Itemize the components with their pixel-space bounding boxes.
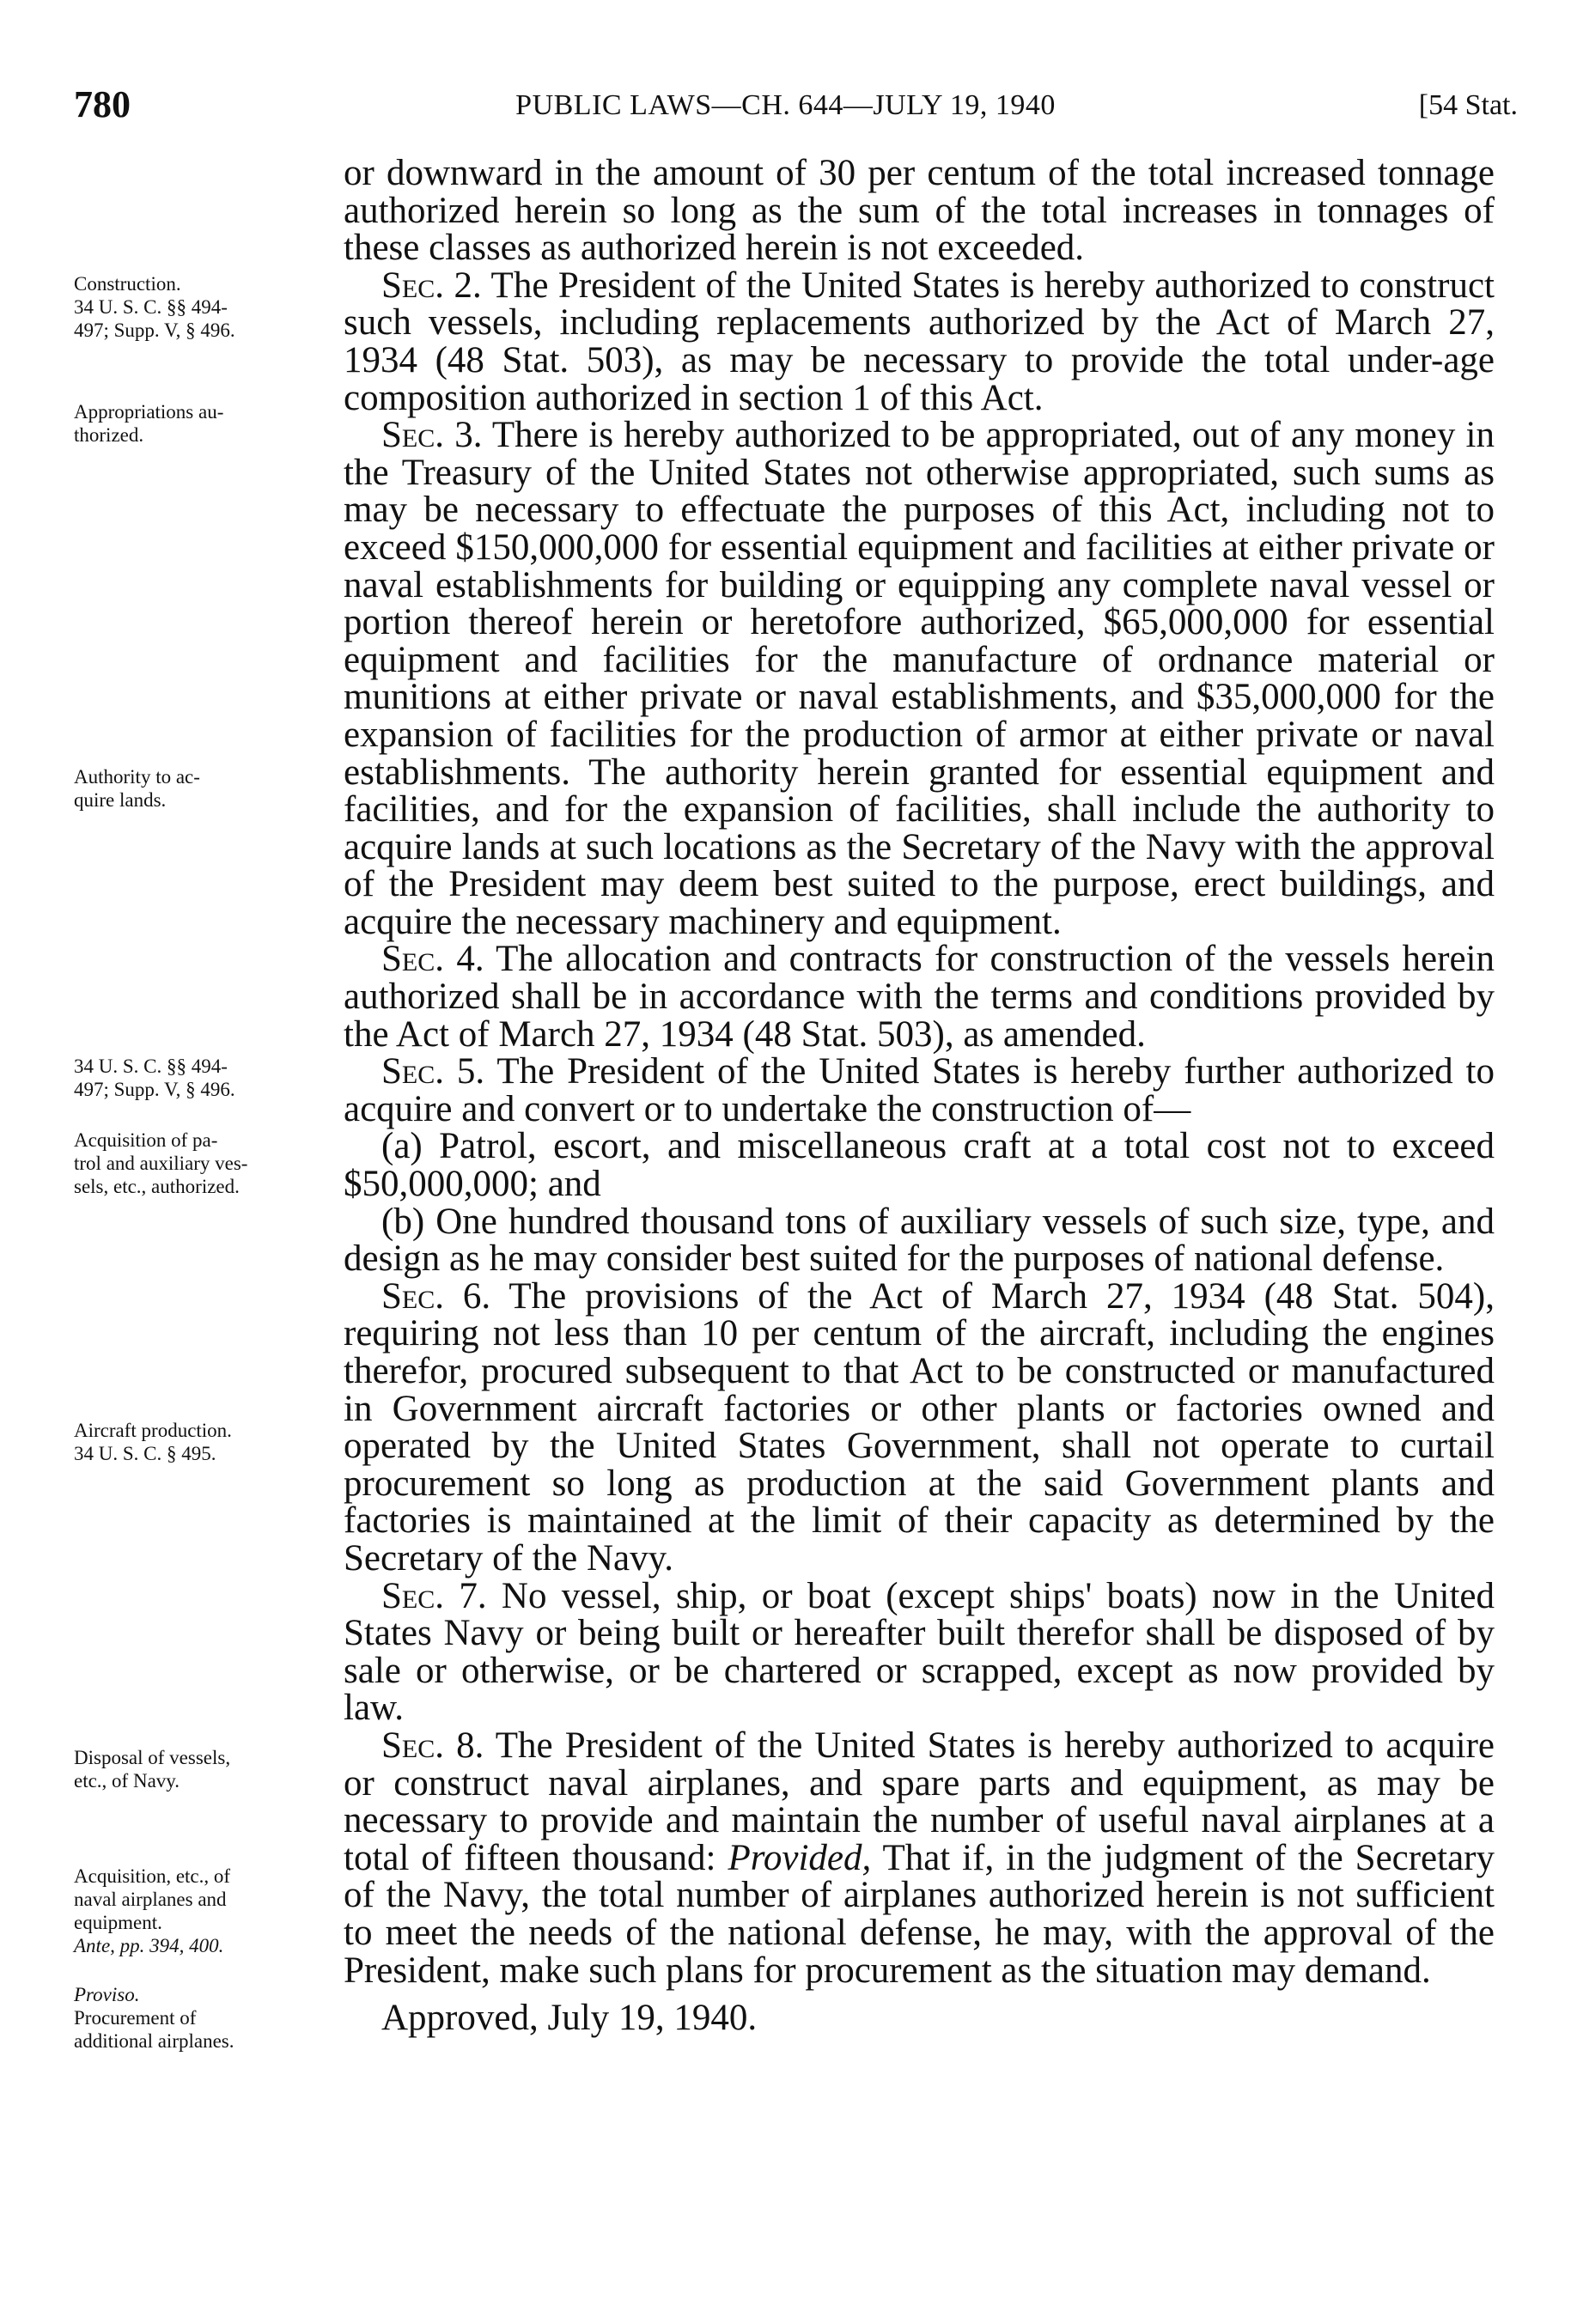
- running-title: PUBLIC LAWS—CH. 644—JULY 19, 1940: [515, 89, 1056, 121]
- section-7: Sec. 7. No vessel, ship, or boat (except ships' boats) now in the United States Navy or being built or hereafter built therefor shall be disposed of by sale or otherwise, or be chartered or scrapped, except as now provided by law.: [344, 1575, 1495, 1729]
- section-2: Sec. 2. The President of the United States is hereby authorized to construct such vessels, including replacements authorized by the Act of March 27, 1934 (48 Stat. 503), as may be necessary to provide the total under-age composition authorized in section 1 of this Act.: [344, 265, 1495, 418]
- section-8: Sec. 8. The President of the United States is hereby authorized to acquire or construct naval airplanes, and spare parts and equipment, as may be necessary to provide and maintain the number of useful naval airplanes at a total of fifteen thousand: Provided, That if, in the judgment of the Secretary of the Navy, the total number of airplanes authorized herein is not sufficient to meet the needs of the national defense, he may, with the approval of the President, make such plans for procurement as the situation may demand.: [344, 1725, 1495, 1991]
- section-6-label: Sec. 6.: [381, 1275, 491, 1317]
- continuation-paragraph: or downward in the amount of 30 per centum of the total increased tonnage authorized herein so long as the sum of the total increases in tonnages of these classes as authorized herein is not exceeded.: [344, 153, 1495, 269]
- margin-note-appropriations: Appropriations au- thorized.: [74, 401, 224, 446]
- section-3: Sec. 3. There is hereby authorized to be appropriated, out of any money in the Treasury of the United States not otherwise appropriated, such sums as may be necessary to effectuate the purposes of this Act, including not to exceed $150,000,000 for essential equipment and facilities at either private or naval establishments for building or equipping any complete naval vessel or portion thereof herein or heretofore authorized, $65,000,000 for essential equipment and facilities for the manufacture of ordnance material or munitions at either private or naval establishments, and $35,000,000 for the expansion of facilities for the production of armor at either private or naval establishments. The authority herein granted for essential equipment and facilities, and for the expansion of facilities, shall include the authority to acquire lands at such locations as the Secretary of the Navy with the approval of the President may deem best suited to the purpose, erect buildings, and acquire the necessary machinery and equipment.: [344, 415, 1495, 942]
- section-3-label: Sec. 3.: [381, 415, 483, 456]
- section-4-label: Sec. 4.: [381, 939, 484, 980]
- section-5: Sec. 5. The President of the United States is hereby further authorized to acquire and convert or to undertake the construction of—: [344, 1051, 1495, 1129]
- section-5-item-a: (a) Patrol, escort, and miscellaneous craft at a total cost not to exceed $50,000,000; and: [344, 1126, 1495, 1205]
- page-number: 780: [74, 83, 131, 125]
- margin-note-usc-reference: 34 U. S. C. §§ 494- 497; Supp. V, § 496.: [74, 1056, 235, 1100]
- section-2-label: Sec. 2.: [381, 265, 482, 306]
- margin-note-acquisition-airplanes: Acquisition, etc., of naval airplanes and equipment. Ante, pp. 394, 400.: [74, 1865, 231, 1956]
- statute-text: [344, 155, 1495, 2037]
- margin-note-authority-lands: Authority to ac- quire lands.: [74, 766, 200, 811]
- section-7-label: Sec. 7.: [381, 1575, 487, 1616]
- proviso-word: Provided,: [728, 1837, 872, 1878]
- margin-note-proviso: Proviso. Procurement of additional airplanes.: [74, 1984, 234, 2052]
- margin-note-acquisition-patrol: Acquisition of pa- trol and auxiliary ves- sels, etc., authorized.: [74, 1129, 248, 1197]
- margin-note-aircraft-production: Aircraft production. 34 U. S. C. § 495.: [74, 1420, 232, 1464]
- section-8-label: Sec. 8.: [381, 1725, 484, 1766]
- section-5-item-b: (b) One hundred thousand tons of auxiliary vessels of such size, type, and design as he may consider best suited for the purposes of national defense.: [344, 1201, 1495, 1280]
- section-4: Sec. 4. The allocation and contracts for construction of the vessels herein authorized shall be in accordance with the terms and conditions provided by the Act of March 27, 1934 (48 Stat. 503), as amended.: [344, 939, 1495, 1055]
- approval-date: Approved, July 19, 1940.: [381, 1998, 758, 2039]
- section-5-label: Sec. 5.: [381, 1051, 485, 1092]
- margin-note-disposal: Disposal of vessels, etc., of Navy.: [74, 1747, 231, 1792]
- section-6: Sec. 6. The provisions of the Act of March 27, 1934 (48 Stat. 504), requiring not less than 10 per centum of the aircraft, including the engines therefor, procured subsequent to that Act to be constructed or manufactured in Government aircraft factories or other plants or factories owned and operated by the United States Government, shall not operate to curtail procurement so long as production at the said Government plants and factories is maintained at the limit of their capacity as determined by the Secretary of the Navy.: [344, 1275, 1495, 1579]
- volume-reference: [54 Stat.: [1418, 89, 1518, 121]
- margin-note-construction: Construction. 34 U. S. C. §§ 494- 497; Supp. V, § 496.: [74, 273, 235, 341]
- page-header: [0, 0, 1571, 137]
